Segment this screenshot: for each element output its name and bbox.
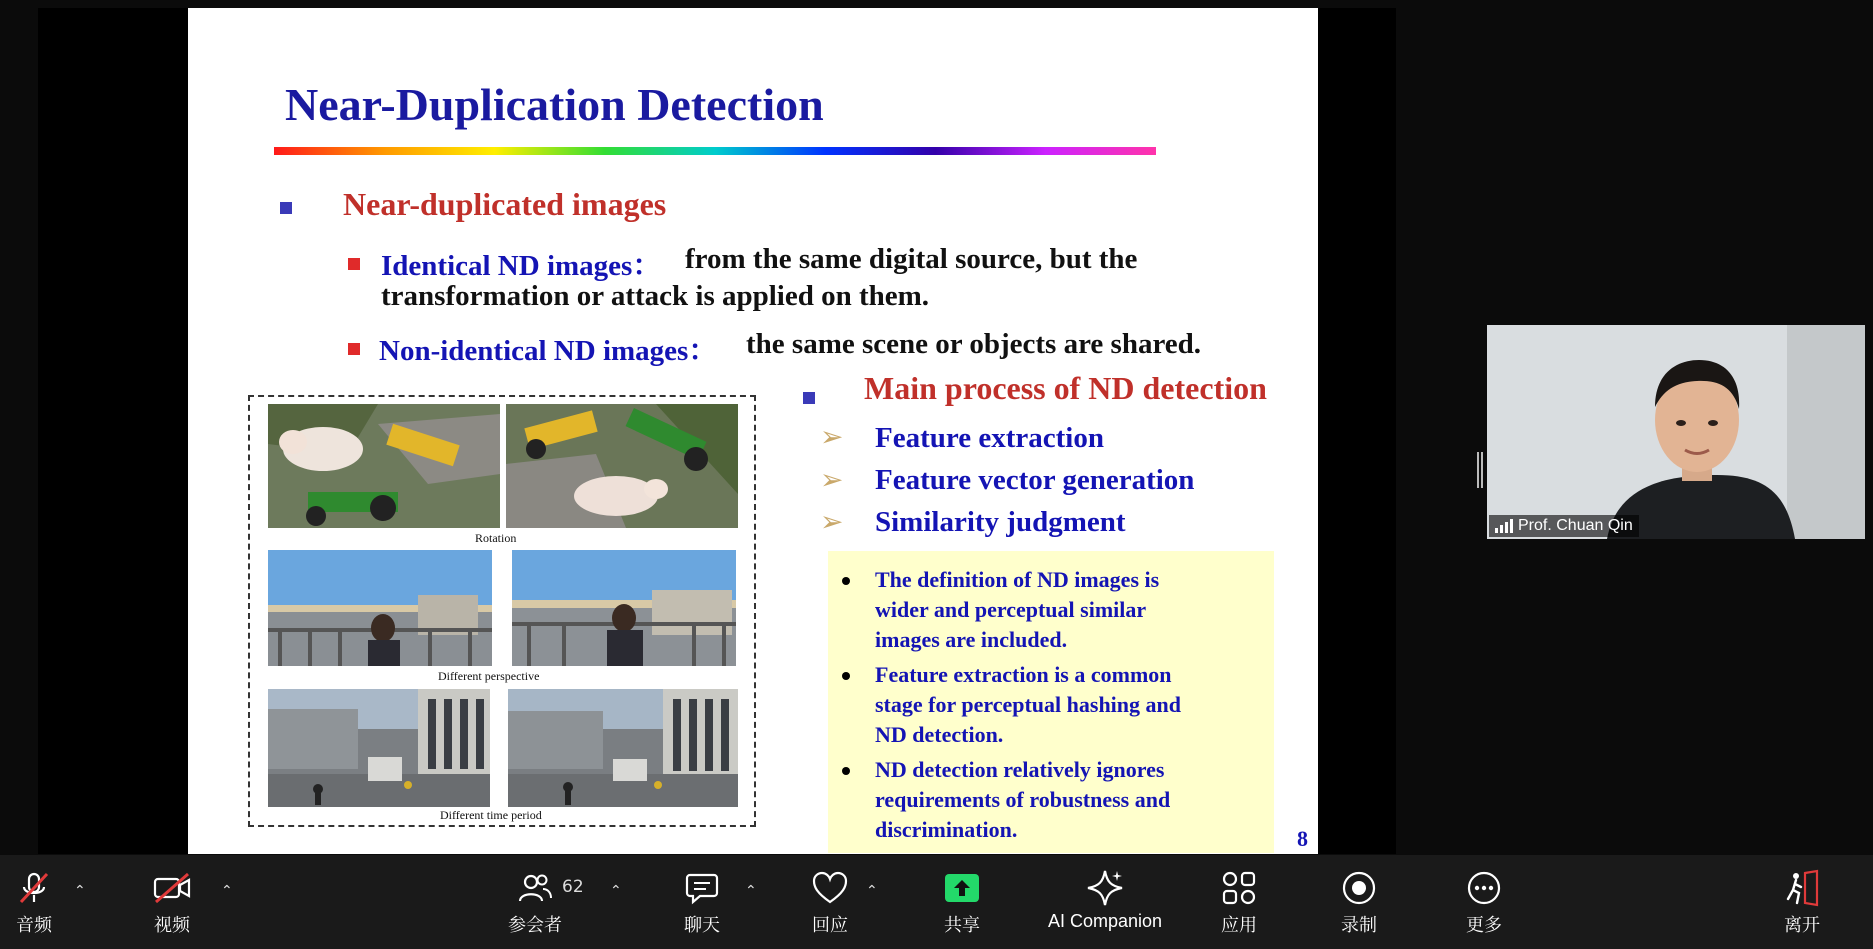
presentation-slide	[188, 8, 1318, 854]
note-bullet	[842, 767, 850, 775]
panel-resize-handle[interactable]	[1477, 452, 1483, 488]
apps-button[interactable]	[1217, 867, 1261, 937]
participants-count: 62	[562, 877, 584, 897]
meeting-toolbar	[0, 855, 1873, 949]
video-options-chevron-icon[interactable]: ⌃	[221, 883, 233, 899]
note-bullet	[842, 577, 850, 585]
exit-door-icon	[1780, 867, 1824, 909]
arrow-bullet-icon: ➢	[820, 505, 844, 538]
photo-perspective-b	[512, 550, 736, 666]
chat-bubble-icon	[680, 867, 724, 909]
note-line: The definition of ND images is	[875, 567, 1160, 592]
nonidentical-nd-key: Non-identical ND images：	[379, 335, 718, 367]
participant-video-frame	[1487, 325, 1865, 539]
chat-options-chevron-icon[interactable]: ⌃	[745, 883, 757, 899]
slide-page-number: 8	[1297, 826, 1308, 851]
more-button[interactable]	[1462, 867, 1506, 937]
signal-strength-icon	[1495, 519, 1513, 533]
note-line: stage for perceptual hashing and	[875, 692, 1182, 717]
example-figure	[248, 395, 756, 827]
participants-options-chevron-icon[interactable]: ⌃	[610, 883, 622, 899]
level2-bullet-identical	[348, 258, 360, 270]
heart-icon	[808, 867, 852, 909]
photo-time-a	[268, 689, 490, 807]
note-line: requirements of robustness and	[875, 787, 1171, 812]
record-icon	[1337, 867, 1381, 909]
note-line: Feature extraction is a common	[875, 662, 1172, 687]
apps-label: 应用	[1221, 915, 1257, 936]
audio-button[interactable]	[12, 867, 56, 937]
main-process-bullet	[803, 392, 815, 404]
photo-rotation-b	[506, 404, 738, 528]
participant-name-tag	[1489, 515, 1639, 537]
nonidentical-nd-text: the same scene or objects are shared.	[746, 328, 1202, 360]
identical-nd-text-line2: transformation or attack is applied on them.	[381, 280, 930, 312]
audio-label: 音频	[16, 915, 52, 936]
participants-label: 参会者	[508, 915, 562, 936]
main-process-item: Similarity judgment	[875, 506, 1126, 538]
leave-label: 离开	[1784, 915, 1820, 936]
participant-name: Prof. Chuan Qin	[1518, 517, 1633, 534]
record-button[interactable]	[1337, 867, 1381, 937]
identical-nd-key: Identical ND images：	[381, 250, 662, 282]
camera-off-icon	[150, 867, 194, 909]
main-process-heading: Main process of ND detection	[864, 370, 1267, 406]
note-line: wider and perceptual similar	[875, 597, 1147, 622]
level1-heading: Near-duplicated images	[343, 186, 667, 222]
note-line: discrimination.	[875, 817, 1018, 842]
share-label: 共享	[944, 915, 980, 936]
identical-nd-text-line1: from the same digital source, but the	[685, 243, 1138, 275]
chat-button[interactable]	[680, 867, 724, 937]
caption-time-period: Different time period	[440, 808, 542, 822]
sparkle-icon	[1083, 867, 1127, 909]
ai-companion-label: AI Companion	[1048, 911, 1163, 931]
caption-rotation: Rotation	[475, 531, 517, 545]
slide-title: Near-Duplication Detection	[285, 79, 824, 130]
note-line: images are included.	[875, 627, 1068, 652]
more-label: 更多	[1466, 915, 1502, 936]
share-arrow-icon	[945, 874, 979, 902]
note-bullet	[842, 672, 850, 680]
microphone-muted-icon	[12, 867, 56, 909]
photo-perspective-a	[268, 550, 492, 666]
reactions-options-chevron-icon[interactable]: ⌃	[866, 883, 878, 899]
people-icon	[513, 867, 557, 909]
main-process-item: Feature vector generation	[875, 464, 1195, 496]
shared-screen	[38, 8, 1396, 854]
video-label: 视频	[154, 915, 190, 936]
video-button[interactable]	[150, 867, 194, 937]
photo-rotation-a	[268, 404, 500, 528]
record-label: 录制	[1341, 915, 1377, 936]
participants-button[interactable]	[508, 867, 562, 937]
level2-bullet-nonidentical	[348, 343, 360, 355]
main-process-item: Feature extraction	[875, 422, 1104, 454]
notes-box	[828, 551, 1274, 853]
note-line: ND detection relatively ignores	[875, 757, 1165, 782]
audio-options-chevron-icon[interactable]: ⌃	[74, 883, 86, 899]
arrow-bullet-icon: ➢	[820, 463, 844, 496]
reactions-label: 回应	[812, 915, 848, 936]
share-button[interactable]	[940, 867, 984, 937]
title-rainbow-rule	[274, 147, 1156, 155]
reactions-button[interactable]	[808, 867, 852, 937]
participant-video-tile[interactable]	[1487, 325, 1865, 539]
chat-label: 聊天	[684, 915, 720, 936]
level1-bullet	[280, 202, 292, 214]
note-line: ND detection.	[875, 722, 1004, 747]
arrow-bullet-icon: ➢	[820, 420, 844, 453]
leave-button[interactable]	[1780, 867, 1824, 937]
caption-perspective: Different perspective	[438, 669, 540, 683]
photo-time-b	[508, 689, 738, 807]
apps-icon	[1217, 867, 1261, 909]
ai-companion-button[interactable]	[1048, 867, 1162, 932]
more-dots-icon	[1462, 867, 1506, 909]
